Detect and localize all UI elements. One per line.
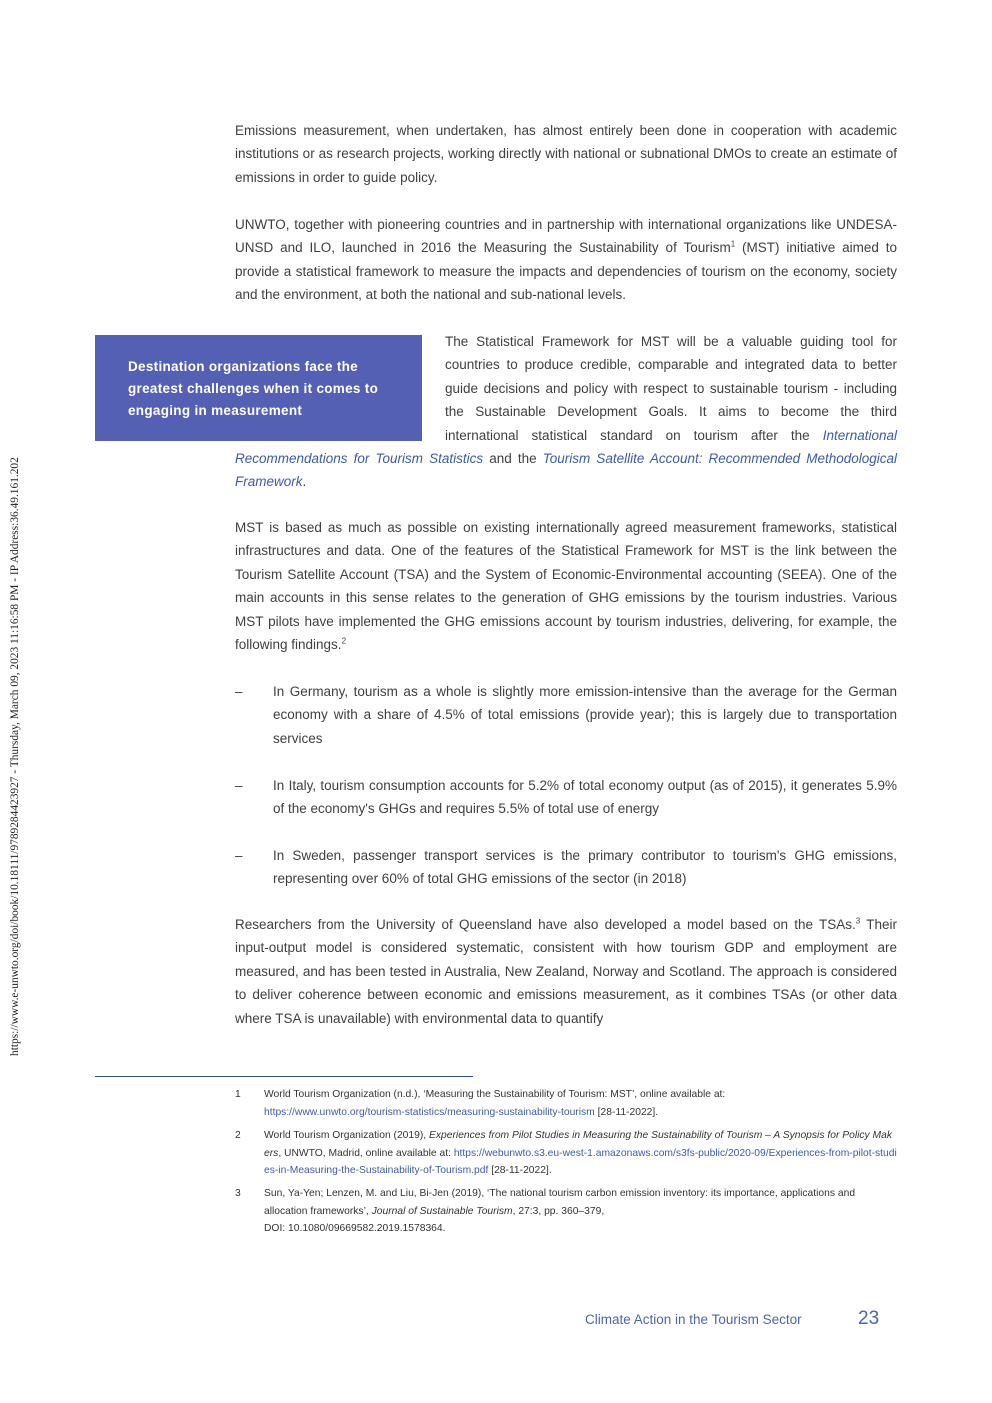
paragraph-4: [235, 516, 897, 656]
paragraph-2-text: UNWTO, together with pioneering countries and in partnership with international organizations like UNDESA-UNSD and ILO, launched in 2016 the Measuring the Sustainability of Tourism: [235, 217, 897, 256]
paragraph-3-mid: and the: [483, 451, 543, 467]
footnote-ref-3[interactable]: 3: [855, 916, 861, 926]
footnote-text: World Tourism Organization (n.d.), ‘Measuring the Sustainability of Tourism: MST’, online available at:: [264, 1089, 726, 1100]
paragraph-5: [235, 913, 897, 1030]
paragraph-5-text: Researchers from the University of Queensland have also developed a model based on the TSAs.: [235, 917, 856, 932]
bullet-text: In Sweden, passenger transport services is the primary contributor to tourism's GHG emissions, representing over 60% of total GHG emissions of the sector (in 2018): [273, 848, 897, 887]
bullet-sweden: [235, 844, 897, 891]
callout-spacer: [235, 330, 445, 447]
paragraph-3: [235, 330, 897, 494]
side-watermark-url: https://www.e-unwto.org/doi/book/10.18111/9789284423927 - Thursday, March 09, 2023 11:16:58 PM - IP Address:36.49.161.202: [9, 457, 21, 1056]
footnote-number: 2: [235, 1130, 241, 1141]
bullet-dash: –: [235, 848, 243, 863]
footnote-text-2: , 27:3, pp. 360–379,: [512, 1205, 605, 1217]
footnote-date: [28-11-2022].: [594, 1106, 659, 1118]
footnote-url[interactable]: https://webunwto.s3.eu-west-1.amazonaws.com/s3fs-public/2020-09/Experiences-from-pilot-studies-in-Measuring-the-Sustainability-of-Tourism.pdf: [264, 1147, 897, 1176]
footnote-2: [235, 1127, 897, 1180]
paragraph-4-text: MST is based as much as possible on existing internationally agreed measurement frameworks, statistical infrastructures and data. One of the features of the Statistical Framework for MST is the link between the Tourism Satellite Account (TSA) and the System of Economic-Environmental accounting (SEEA). One of the main accounts in this sense relates to the generation of GHG emissions by the tourism industries. Various MST pilots have implemented the GHG emissions account by tourism industries, delivering, for example, the following findings.: [235, 520, 897, 653]
paragraph-5-tail: Their input-output model is considered systematic, consistent with how tourism GDP and employment are measured, and has been tested in Australia, New Zealand, Norway and Scotland. The approach is considered to deliver coherence between economic and emissions measurement, as it combines TSAs (or other data where TSA is unavailable) with environmental data to quantify: [235, 917, 897, 1026]
footnote-number: 3: [235, 1188, 241, 1199]
bullet-text: In Italy, tourism consumption accounts for 5.2% of total economy output (as of 2015), it generates 5.9% of the economy's GHGs and requires 5.5% of total use of energy: [273, 778, 897, 817]
footnote-text: World Tourism Organization (2019),: [264, 1130, 430, 1141]
paragraph-2: [235, 213, 897, 307]
paragraph-3-text: The Statistical Framework for MST will be a valuable guiding tool for countries to produce credible, comparable and integrated data to better guide decisions and policy with respect to sustainable tourism - including the Sustainable Development Goals. It aims to become the third international statistical standard on tourism after the: [445, 334, 897, 443]
bullet-dash: –: [235, 684, 243, 699]
paragraph-1: Emissions measurement, when undertaken, has almost entirely been done in cooperation with academic institutions or as research projects, working directly with national or subnational DMOs to create an estimate of emissions in order to guide policy.: [235, 123, 897, 185]
footnote-ref-1[interactable]: 1: [730, 239, 736, 249]
bullet-germany: [235, 680, 897, 750]
link-irts[interactable]: International Recommendations for Tourism Statistics: [235, 427, 897, 467]
bullet-italy: [235, 774, 897, 821]
page-number: 23: [858, 1308, 880, 1329]
footnote-divider: [95, 1076, 473, 1077]
footnote-number: 1: [235, 1089, 241, 1100]
pull-quote-callout: Destination organizations face the greatest challenges when it comes to engaging in measurement: [95, 335, 422, 441]
footnote-url[interactable]: https://www.unwto.org/tourism-statistics/measuring-sustainability-tourism: [264, 1106, 595, 1118]
footnote-doi: DOI: 10.1080/09669582.2019.1578364.: [264, 1223, 446, 1234]
footnote-text-2: , UNWTO, Madrid, online available at:: [278, 1147, 454, 1159]
paragraph-2-tail: (MST) initiative aimed to provide a statistical framework to measure the impacts and dependencies of tourism on the economy, society and the environment, at both the national and sub-national levels.: [235, 240, 897, 303]
footer-publication-title: Climate Action in the Tourism Sector: [585, 1312, 802, 1327]
footnote-text: Sun, Ya-Yen; Lenzen, M. and Liu, Bi-Jen (2019), ‘The national tourism carbon emission inventory: its importance, applications and allocation frameworks’,: [264, 1188, 856, 1217]
bullet-text: In Germany, tourism as a whole is slightly more emission-intensive than the average for the German economy with a share of 4.5% of total emissions (provide year); this is largely due to transportation services: [273, 684, 897, 746]
footnote-date: [28-11-2022].: [488, 1165, 552, 1176]
footnote-ref-2[interactable]: 2: [341, 636, 347, 646]
footnote-journal: Journal of Sustainable Tourism: [371, 1205, 513, 1217]
footnote-title: Experiences from Pilot Studies in Measuring the Sustainability of Tourism – A Synopsis for Policy Makers: [264, 1130, 893, 1159]
bullet-dash: –: [235, 778, 243, 793]
footnote-1: [235, 1086, 897, 1121]
paragraph-3-end: .: [302, 474, 307, 490]
footnote-3: [235, 1185, 897, 1238]
link-tsa-rmf[interactable]: Tourism Satellite Account: Recommended Methodological Framework: [235, 451, 898, 490]
